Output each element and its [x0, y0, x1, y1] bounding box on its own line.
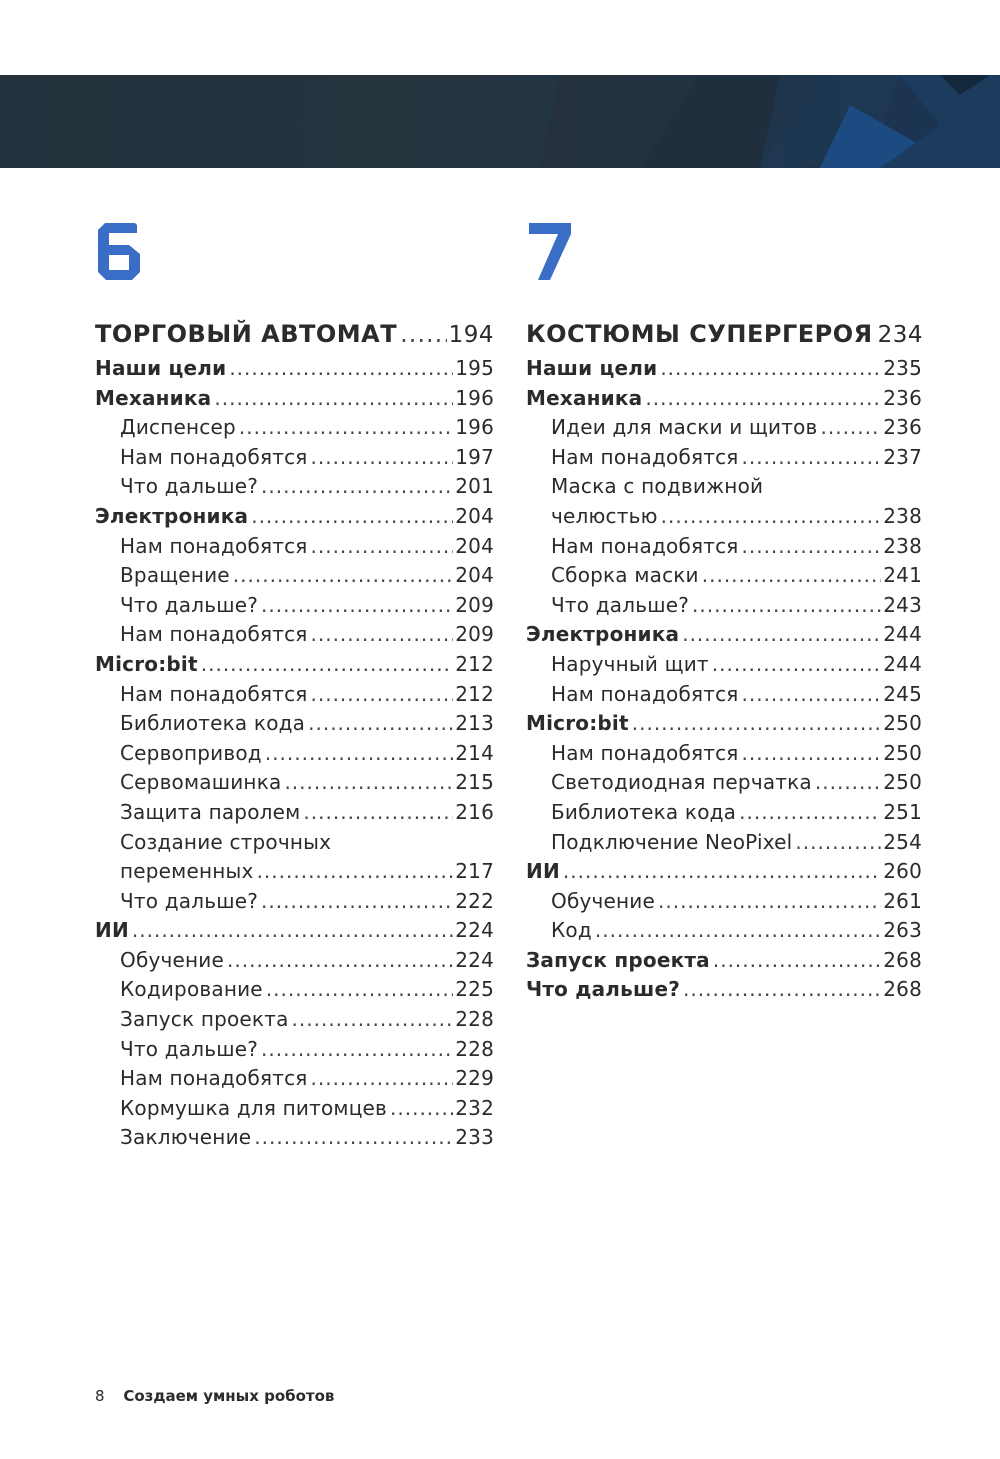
toc-subsection-entry[interactable]: [526, 591, 922, 621]
toc-subsection-entry[interactable]: [95, 828, 494, 858]
toc-leader-dots: [390, 1094, 453, 1124]
toc-subsection-entry[interactable]: [95, 472, 494, 502]
toc-page-number: 225: [455, 977, 494, 1002]
footer-book-title: Создаем умных роботов: [123, 1387, 335, 1405]
toc-leader-dots: [742, 443, 882, 473]
toc-leader-dots: [229, 354, 453, 384]
banner-polygon-pattern: [0, 75, 1000, 168]
toc-section-entry[interactable]: [95, 916, 494, 946]
toc-entry-text: Механика: [95, 385, 212, 410]
toc-leader-dots: [233, 561, 453, 591]
toc-entry-text: Что дальше?: [551, 592, 690, 617]
toc-page-number: 228: [455, 1036, 494, 1061]
chapter-6-glyph: [95, 220, 141, 280]
toc-chapter-title[interactable]: [95, 316, 494, 352]
toc-page-number: 245: [883, 681, 922, 706]
toc-subsection-entry[interactable]: [95, 975, 494, 1005]
toc-page-number: 209: [455, 592, 494, 617]
toc-page-number: 251: [883, 799, 922, 824]
toc-page-number: 260: [883, 859, 922, 884]
toc-page-number: 201: [455, 474, 494, 499]
toc-entry-text: Электроника: [95, 503, 249, 528]
toc-page-number: 196: [455, 415, 494, 440]
toc-entry-text: Что дальше?: [120, 888, 259, 913]
toc-leader-dots: [713, 946, 881, 976]
header-banner: [0, 75, 1000, 168]
toc-entry-text: Заключение: [120, 1125, 252, 1150]
toc-entry-text: Нам понадобятся: [120, 533, 308, 558]
toc-entry-text: Обучение: [120, 947, 225, 972]
toc-leader-dots: [311, 680, 454, 710]
toc-subsection-entry[interactable]: [526, 828, 922, 858]
toc-leader-dots: [682, 620, 881, 650]
toc-entry-text: Нам понадобятся: [120, 444, 308, 469]
toc-page-number: 263: [883, 918, 922, 943]
chapter-7-glyph: [526, 220, 572, 280]
toc-entry-text: Светодиодная перчатка: [551, 770, 812, 795]
toc-page-number: 241: [883, 563, 922, 588]
toc-leader-dots: [658, 887, 881, 917]
toc-entry-text: Нам понадобятся: [551, 444, 739, 469]
chapter-7-column: [526, 220, 922, 1005]
footer-page-number: 8: [95, 1387, 105, 1405]
toc-leader-dots: [265, 739, 453, 769]
toc-subsection-entry[interactable]: [95, 591, 494, 621]
toc-subsection-entry[interactable]: [526, 739, 922, 769]
toc-subsection-entry[interactable]: [526, 502, 922, 532]
toc-page-number: 235: [883, 356, 922, 380]
toc-entry-text: Библиотека кода: [120, 711, 306, 736]
toc-subsection-entry[interactable]: [526, 472, 922, 502]
toc-page-number: 268: [883, 947, 922, 972]
toc-leader-dots: [311, 1064, 454, 1094]
toc-leader-dots: [661, 502, 882, 532]
toc-page-number: 236: [883, 415, 922, 440]
toc-entry-text: Нам понадобятся: [120, 622, 308, 647]
toc-page-number: 194: [448, 322, 494, 348]
toc-page-number: 232: [455, 1095, 494, 1120]
toc-leader-dots: [239, 413, 453, 443]
toc-subsection-entry[interactable]: [95, 1005, 494, 1035]
toc-entry-text: Сервомашинка: [120, 770, 282, 795]
toc-subsection-entry[interactable]: [95, 1123, 494, 1153]
toc-entry-text: Механика: [526, 385, 643, 410]
toc-subsection-entry[interactable]: [95, 532, 494, 562]
toc-leader-dots: [284, 768, 453, 798]
toc-page-number: 215: [455, 770, 494, 795]
toc-section-entry[interactable]: [526, 384, 922, 414]
toc-leader-dots: [132, 916, 453, 946]
toc-section-entry[interactable]: [95, 650, 494, 680]
toc-entry-text: ИИ: [95, 918, 129, 943]
toc-subsection-entry[interactable]: [95, 413, 494, 443]
toc-page-number: 238: [883, 503, 922, 528]
toc-page-number: 261: [883, 888, 922, 913]
toc-leader-dots: [261, 1035, 453, 1065]
toc-leader-dots: [632, 709, 881, 739]
toc-section-entry[interactable]: [95, 384, 494, 414]
toc-entry-text: Наручный щит: [551, 651, 709, 676]
toc-leader-dots: [702, 561, 881, 591]
toc-leader-dots: [683, 975, 881, 1005]
toc-leader-dots: [742, 680, 882, 710]
toc-leader-dots: [257, 857, 454, 887]
toc-page-number: 196: [455, 385, 494, 410]
toc-section-entry[interactable]: [526, 946, 922, 976]
toc-subsection-entry[interactable]: [95, 946, 494, 976]
toc-leader-dots: [645, 384, 881, 414]
toc-leader-dots: [742, 739, 882, 769]
toc-page-number: 224: [455, 918, 494, 943]
toc-page-number: 197: [455, 444, 494, 469]
toc-section-entry[interactable]: [526, 620, 922, 650]
toc-page-number: 204: [455, 533, 494, 558]
chapter-number: [95, 220, 494, 294]
toc-entry-text: Наши цели: [95, 356, 227, 380]
toc-leader-dots: [821, 413, 882, 443]
toc-entry-text: Библиотека кода: [551, 799, 737, 824]
toc-title-text: КОСТЮМЫ СУПЕРГЕРОЯ: [526, 320, 873, 348]
toc-entry-text: Нам понадобятся: [551, 681, 739, 706]
toc-entry-text: Сервопривод: [120, 740, 262, 765]
toc-title-text: ТОРГОВЫЙ АВТОМАТ: [95, 320, 398, 348]
toc-subsection-entry[interactable]: [95, 443, 494, 473]
toc-page-number: 212: [455, 681, 494, 706]
toc-entry-text: Нам понадобятся: [551, 533, 739, 558]
toc-leader-dots: [308, 709, 453, 739]
toc-page-number: 216: [455, 799, 494, 824]
toc-leader-dots: [254, 1123, 453, 1153]
toc-subsection-entry[interactable]: [95, 680, 494, 710]
toc-subsection-entry[interactable]: [526, 680, 922, 710]
toc-entry-text: Micro:bit: [526, 711, 629, 736]
toc-page-number: 212: [455, 651, 494, 676]
toc-page-number: 195: [455, 356, 494, 380]
toc-entry-text: Что дальше?: [120, 592, 259, 617]
toc-entry-text: Что дальше?: [526, 977, 681, 1002]
toc-entry-text: Сборка маски: [551, 563, 699, 588]
toc-subsection-entry[interactable]: [526, 887, 922, 917]
toc-subsection-entry[interactable]: [95, 798, 494, 828]
toc-leader-dots: [795, 828, 881, 858]
toc-subsection-entry[interactable]: [526, 916, 922, 946]
toc-entry-text: Электроника: [526, 622, 680, 647]
toc-page-number: 204: [455, 563, 494, 588]
toc-section-entry[interactable]: [526, 975, 922, 1005]
toc-entry-text: Кормушка для питомцев: [120, 1095, 388, 1120]
toc-page-number: 244: [883, 622, 922, 647]
toc-subsection-entry[interactable]: [526, 443, 922, 473]
toc-page-number: 250: [883, 770, 922, 795]
toc-entry-list: [95, 354, 494, 1153]
toc-page-number: 250: [883, 711, 922, 736]
toc-leader-dots: [227, 946, 453, 976]
toc-subsection-entry[interactable]: [526, 532, 922, 562]
toc-leader-dots: [595, 916, 881, 946]
toc-entry-text: Защита паролем: [120, 799, 301, 824]
toc-entry-text: Что дальше?: [120, 1036, 259, 1061]
toc-entry-text: Micro:bit: [95, 651, 198, 676]
toc-entry-text: Нам понадобятся: [551, 740, 739, 765]
toc-subsection-entry[interactable]: [526, 561, 922, 591]
toc-entry-text: Кодирование: [120, 977, 263, 1002]
toc-leader-dots: [201, 650, 453, 680]
toc-subsection-entry[interactable]: [95, 887, 494, 917]
toc-leader-dots: [563, 857, 881, 887]
toc-page-number: 244: [883, 651, 922, 676]
toc-entry-text: ИИ: [526, 859, 560, 884]
toc-entry-text: Идеи для маски и щитов: [551, 415, 818, 440]
toc-entry-list: [526, 354, 922, 1005]
toc-entry-text: Запуск проекта: [526, 947, 710, 972]
toc-subsection-entry[interactable]: [95, 1035, 494, 1065]
toc-section-entry[interactable]: [526, 354, 922, 384]
toc-page-number: 229: [455, 1066, 494, 1091]
toc-leader-dots: [261, 591, 453, 621]
toc-page-number: 209: [455, 622, 494, 647]
toc-page-number: 217: [455, 859, 494, 884]
toc-entry-text: Нам понадобятся: [120, 1066, 308, 1091]
toc-page-number: 250: [883, 740, 922, 765]
toc-leader-dots: [266, 975, 453, 1005]
toc-subsection-entry[interactable]: [95, 561, 494, 591]
toc-leader-dots: [692, 591, 881, 621]
chapter-number: [526, 220, 922, 294]
toc-leader-dots: [400, 316, 446, 352]
toc-entry-text: Нам понадобятся: [120, 681, 308, 706]
toc-leader-dots: [303, 798, 453, 828]
toc-entry-text: Код: [551, 918, 592, 943]
toc-entry-text: Наши цели: [526, 356, 658, 380]
toc-page-number: 214: [455, 740, 494, 765]
chapter-6-column: [95, 220, 494, 1153]
toc-subsection-entry[interactable]: [95, 709, 494, 739]
toc-page-number: 228: [455, 1007, 494, 1032]
toc-page-number: 224: [455, 947, 494, 972]
toc-page-number: 234: [877, 322, 924, 348]
page-footer: [95, 1386, 334, 1406]
toc-entry-text: Маска с подвижной: [551, 474, 764, 499]
toc-entry-text: Обучение: [551, 888, 656, 913]
toc-leader-dots: [311, 532, 454, 562]
toc-page-number: 213: [455, 711, 494, 736]
toc-leader-dots: [261, 472, 453, 502]
toc-page-number: 204: [455, 503, 494, 528]
toc-subsection-entry[interactable]: [95, 1064, 494, 1094]
toc-entry-text: Вращение: [120, 563, 230, 588]
toc-leader-dots: [214, 384, 453, 414]
toc-section-entry[interactable]: [95, 354, 494, 384]
toc-subsection-entry[interactable]: [526, 798, 922, 828]
toc-leader-dots: [251, 502, 453, 532]
toc-subsection-entry[interactable]: [95, 768, 494, 798]
toc-page-number: 238: [883, 533, 922, 558]
toc-leader-dots: [311, 620, 454, 650]
toc-entry-text: Запуск проекта: [120, 1007, 289, 1032]
toc-leader-dots: [311, 443, 454, 473]
toc-section-entry[interactable]: [526, 857, 922, 887]
toc-entry-text: челюстью: [551, 503, 658, 528]
toc-section-entry[interactable]: [95, 502, 494, 532]
toc-leader-dots: [660, 354, 881, 384]
toc-subsection-entry[interactable]: [95, 857, 494, 887]
toc-subsection-entry[interactable]: [95, 739, 494, 769]
toc-page-number: 237: [883, 444, 922, 469]
toc-subsection-entry[interactable]: [95, 1094, 494, 1124]
toc-page-number: 222: [455, 888, 494, 913]
toc-page-number: 254: [883, 829, 922, 854]
toc-subsection-entry[interactable]: [526, 768, 922, 798]
toc-page-number: 233: [455, 1125, 494, 1150]
toc-page-number: 236: [883, 385, 922, 410]
toc-leader-dots: [739, 798, 881, 828]
toc-leader-dots: [815, 768, 881, 798]
toc-subsection-entry[interactable]: [526, 413, 922, 443]
toc-section-entry[interactable]: [526, 709, 922, 739]
toc-leader-dots: [292, 1005, 454, 1035]
toc-entry-text: Диспенсер: [120, 415, 236, 440]
toc-entry-text: Что дальше?: [120, 474, 259, 499]
toc-entry-text: Подключение NeoPixel: [551, 829, 793, 854]
toc-leader-dots: [742, 532, 882, 562]
toc-subsection-entry[interactable]: [526, 650, 922, 680]
toc-page-number: 268: [883, 977, 922, 1002]
toc-chapter-title[interactable]: [526, 316, 922, 352]
toc-subsection-entry[interactable]: [95, 620, 494, 650]
toc-page-number: 243: [883, 592, 922, 617]
toc-leader-dots: [712, 650, 881, 680]
toc-leader-dots: [261, 887, 453, 917]
toc-entry-text: Создание строчных: [120, 829, 332, 854]
toc-entry-text: переменных: [120, 859, 254, 884]
